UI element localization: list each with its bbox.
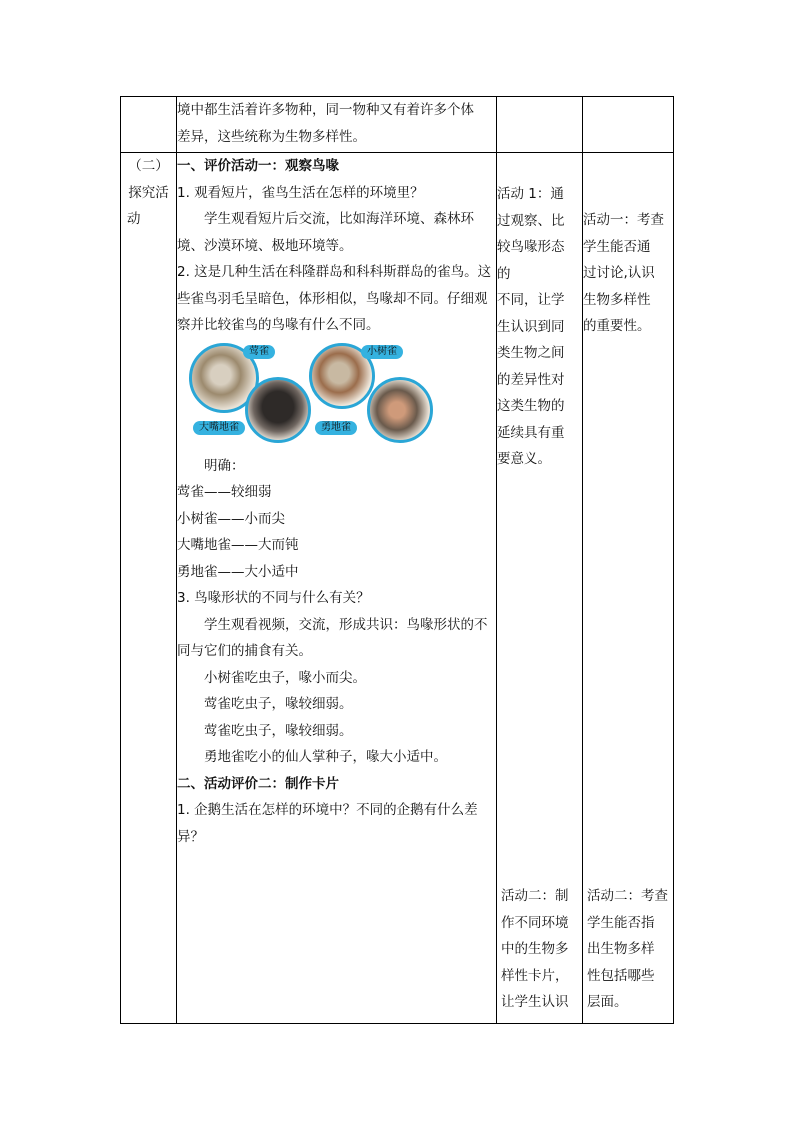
eval-line: 过讨论,认识 <box>583 265 655 281</box>
design-line: 这类生物的 <box>497 398 565 414</box>
design-line: 类生物之间 <box>497 345 565 361</box>
eval-line: 的重要性。 <box>583 318 651 334</box>
clarify-line: 勇地雀——大小适中 <box>177 563 299 580</box>
design-line: 作不同环境 <box>501 914 569 931</box>
section-cell-empty <box>121 97 177 153</box>
answer: 学生观看短片后交流，比如海洋环境、森林环境、沙漠环境、极地环境等。 <box>177 211 474 254</box>
eval-cell-empty <box>583 97 674 153</box>
design-line: 过观察、比 <box>497 212 565 229</box>
activity-heading: 二、活动评价二：制作卡片 <box>177 775 339 792</box>
section-label: 探究活 <box>128 184 169 201</box>
question: 2. 这是几种生活在科隆群岛和科科斯群岛的雀鸟。这些雀鸟羽毛呈暗色，体形相似，鸟喙却不同。仔细观察并比较雀鸟的鸟喙有什么不同。 <box>177 264 492 333</box>
table-row <box>121 97 674 153</box>
eval-line: 学生能否通 <box>583 238 651 255</box>
content-cell <box>177 97 497 153</box>
clarify-line: 大嘴地雀——大而钝 <box>177 537 299 553</box>
eval-cell <box>583 153 674 1024</box>
bird-beak-figure <box>179 341 479 445</box>
design-line: 活动 1：通 <box>497 186 564 202</box>
answer-line: 勇地雀吃小的仙人掌种子，喙大小适中。 <box>204 749 447 765</box>
design-line: 的 <box>497 265 511 282</box>
section-label: （二） <box>128 158 169 174</box>
bird-label: 大嘴地雀 <box>193 421 245 435</box>
design-line: 中的生物多 <box>501 941 569 957</box>
eval-line: 层面。 <box>587 994 628 1010</box>
bird-label: 小树雀 <box>361 345 403 359</box>
text-line: 境中都生活着许多物种，同一物种又有着许多个体 <box>177 102 474 118</box>
question: 3. 鸟喙形状的不同与什么有关？ <box>177 590 370 606</box>
eval-line: 活动二：考查 <box>587 888 668 904</box>
eval-line: 活动一：考查 <box>583 212 664 228</box>
design-line: 延续具有重 <box>497 424 565 441</box>
content-cell <box>177 153 497 1024</box>
eval-line: 出生物多样 <box>587 941 655 957</box>
clarify-line: 莺雀——较细弱 <box>177 484 272 500</box>
section-cell <box>121 153 177 1024</box>
table-row <box>121 153 674 1024</box>
answer: 学生观看视频，交流，形成共识：鸟喙形状的不同与它们的捕食有关。 <box>177 616 488 659</box>
design-line: 让学生认识 <box>501 994 569 1010</box>
design-line: 生认识到同 <box>497 318 565 335</box>
section-label: 动 <box>127 211 141 227</box>
answer-line: 莺雀吃虫子，喙较细弱。 <box>204 722 353 739</box>
eval-line: 生物多样性 <box>583 291 651 308</box>
design-cell <box>497 153 583 1024</box>
question: 1. 企鹅生活在怎样的环境中？不同的企鹅有什么差异？ <box>177 802 478 845</box>
activity-heading: 一、评价活动一：观察鸟喙 <box>177 158 339 174</box>
design-line: 不同，让学 <box>497 292 565 308</box>
design-cell-empty <box>497 97 583 153</box>
eval-line: 学生能否指 <box>587 914 655 931</box>
answer-line: 莺雀吃虫子，喙较细弱。 <box>204 696 353 712</box>
bird-large-ground-finch-image <box>245 377 311 443</box>
design-line: 较鸟喙形态 <box>497 239 565 255</box>
lesson-plan-table <box>120 96 674 1024</box>
text-line: 差异，这些统称为生物多样性。 <box>177 128 366 145</box>
design-line: 样性卡片， <box>501 967 569 984</box>
bird-label: 勇地雀 <box>315 421 357 435</box>
design-line: 的差异性对 <box>497 371 565 388</box>
question: 1. 观看短片，雀鸟生活在怎样的环境里？ <box>177 184 424 201</box>
clarify-line: 小树雀——小而尖 <box>177 510 285 527</box>
answer-line: 小树雀吃虫子，喙小而尖。 <box>204 669 366 686</box>
eval-line: 性包括哪些 <box>587 967 655 984</box>
bird-medium-ground-finch-image <box>367 377 433 443</box>
design-line: 要意义。 <box>497 451 551 467</box>
bird-label: 莺雀 <box>243 345 275 359</box>
design-line: 活动二：制 <box>501 888 569 904</box>
clarify-label: 明确： <box>204 457 245 474</box>
